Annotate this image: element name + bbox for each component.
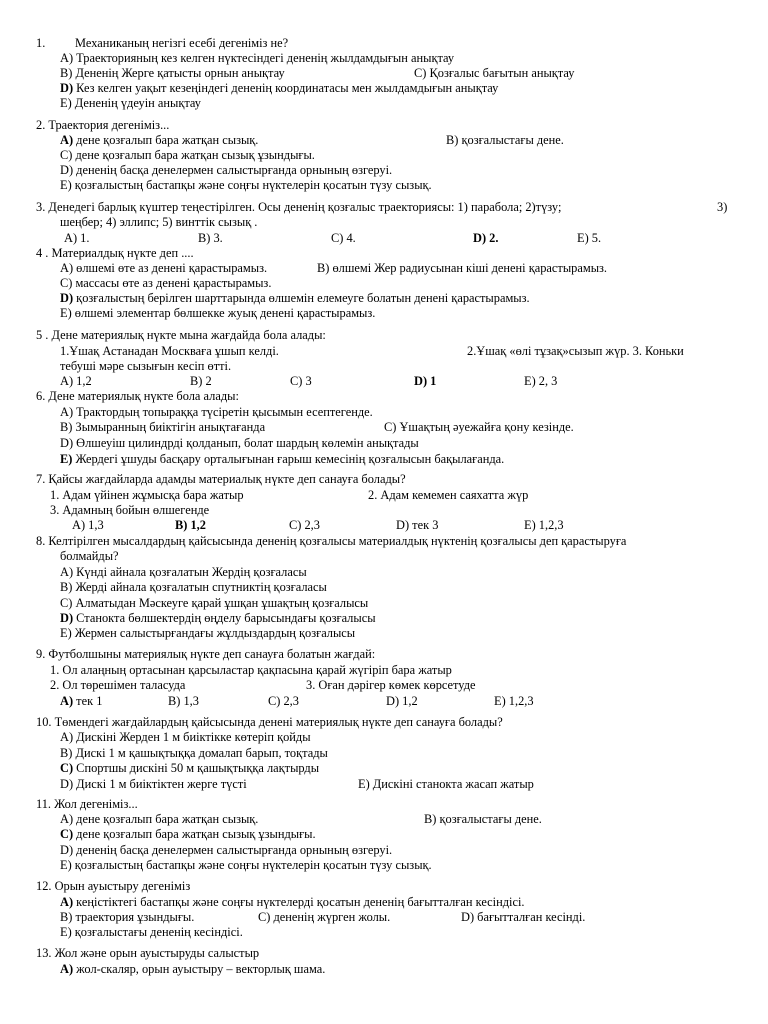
q9-statement-3: 3. Оған дәрігер көмек көрсетуде — [306, 678, 476, 692]
q6-answer-marker: E) — [60, 452, 73, 466]
q11-option-a: A) дене қозғалып бара жатқан сызық. — [60, 812, 259, 826]
q6-option-b: B) Зымыранның биіктігін анықтағанда — [60, 420, 266, 434]
q8-line2: болмайды? — [60, 549, 119, 563]
q1-option-b: B) Дененің Жерге қатысты орнын анықтау — [60, 66, 285, 80]
q10-option-b: B) Дискі 1 м қашықтыққа домалап барып, тоқтады — [60, 746, 328, 760]
q10-option-a: A) Дискіні Жерден 1 м биіктікке көтеріп қойды — [60, 730, 311, 744]
q2-title: 2. Траектория дегеніміз... — [36, 118, 170, 132]
q7-option-a: A) 1,3 — [72, 518, 104, 532]
q4-option-b: B) өлшемі Жер радиусынан кіші денені қарастырамыз. — [317, 261, 608, 275]
q11-option-d: D) дененің басқа денелермен салыстырғанда орнының өзгеруі. — [60, 843, 393, 857]
q1-title: Механиканың негізгі есебі дегеніміз не? — [75, 36, 289, 50]
q1-option-e: E) Дененің үдеуін анықтау — [60, 96, 201, 110]
q9-title: 9. Футболшыны материялық нүкте деп санауға болатын жағдай: — [36, 647, 376, 661]
q1-number: 1. — [36, 36, 46, 50]
q10-answer-marker: C) — [60, 761, 74, 775]
q9-option-b: B) 1,3 — [168, 694, 199, 708]
q12-option-c: C) дененің жүрген жолы. — [258, 910, 391, 924]
q7-title: 7. Қайсы жағдайларда адамды материалық нүкте деп санауға болады? — [36, 472, 406, 486]
q5-statement-1: 1.Ұшақ Астанадан Москваға ұшып келді. — [60, 344, 279, 358]
q1-option-a: A) Траекторияның кез келген нүктесіндегі дененің жылдамдығын анықтау — [60, 51, 455, 65]
q1-answer-marker: D) — [60, 81, 74, 95]
q5-statement-2-3: 2.Ұшақ «өлі тұзақ»сызып жүр. 3. Коньки — [467, 344, 684, 358]
q10-option-e: E) Дискіні станокта жасап жатыр — [358, 777, 534, 791]
q5-option-a: A) 1,2 — [60, 374, 92, 388]
q3-line1-end: 3) — [717, 200, 728, 214]
q3-option-c: C) 4. — [331, 231, 356, 245]
q4-title: 4 . Материалдық нүкте деп .... — [36, 246, 194, 260]
q7-statement-3: 3. Адамның бойын өлшегенде — [50, 503, 210, 517]
q8-option-b: B) Жерді айнала қозғалатын спутниктің қозғаласы — [60, 580, 327, 594]
q2-answer-marker: A) — [60, 133, 74, 147]
q5-option-d: D) 1 — [414, 374, 437, 388]
q13-option-a — [60, 962, 325, 976]
q10-option-c — [60, 761, 319, 775]
q6-option-d: D) Өлшеуіш цилиндрді қолданып, болат шардың көлемін анықтады — [60, 436, 419, 450]
q11-option-b: B) қозғалыстағы дене. — [424, 812, 542, 826]
q6-option-a: A) Трактордың топыраққа түсіретін қысымын есептегенде. — [60, 405, 373, 419]
q3-option-a: A) 1. — [64, 231, 90, 245]
q5-option-e: E) 2, 3 — [524, 374, 558, 388]
q11-answer-marker: C) — [60, 827, 74, 841]
q10-option-c-text: Спортшы дискіні 50 м қашықтыққа лақтырды — [73, 761, 320, 775]
q6-option-c: C) Ұшақтың әуежайға қону кезінде. — [384, 420, 574, 434]
q7-statement-1: 1. Адам үйінен жұмысқа бара жатыр — [50, 488, 244, 502]
q6-option-e — [60, 452, 504, 466]
q9-statement-1: 1. Ол алаңның ортасынан қарсыластар қақпасына қарай жүгіріп бара жатыр — [50, 663, 452, 677]
q2-option-a — [60, 133, 258, 147]
q3-option-d: D) 2. — [473, 231, 499, 245]
q1-option-d-text: Кез келген уақыт кезеңіндегі дененің координатасы мен жылдамдығын анықтау — [73, 81, 499, 95]
q4-answer-marker: D) — [60, 291, 74, 305]
q10-option-d: D) Дискі 1 м биіктіктен жерге түсті — [60, 777, 247, 791]
q8-option-d-text: Станокта бөлшектердің өңделу барысындағы қозғалысы — [73, 611, 376, 625]
q7-option-e: E) 1,2,3 — [524, 518, 564, 532]
q1-option-d — [60, 81, 498, 95]
q6-option-e-text: Жердегі ұшуды басқару орталығынан ғарыш кемесінің қозғалысын бақылағанда. — [72, 452, 505, 466]
q8-option-d — [60, 611, 376, 625]
q8-line1: 8. Келтірілген мысалдардың қайсысында дененің қозғалысы материалдық нүктенің қозғалысы деп қарастыруға — [36, 534, 627, 548]
q9-option-e: E) 1,2,3 — [494, 694, 534, 708]
q9-answer-marker: A) — [60, 694, 74, 708]
q5-option-c: C) 3 — [290, 374, 312, 388]
q4-option-d — [60, 291, 530, 305]
q3-option-b: B) 3. — [198, 231, 223, 245]
q11-option-c — [60, 827, 316, 841]
q12-option-b: B) траектория ұзындығы. — [60, 910, 195, 924]
q5-option-b: B) 2 — [190, 374, 212, 388]
q8-answer-marker: D) — [60, 611, 74, 625]
q4-option-e: E) өлшемі элементар бөлшекке жуық денені қарастырамыз. — [60, 306, 376, 320]
q3-line2: шеңбер; 4) эллипс; 5) винттік сызық . — [60, 215, 258, 229]
q13-title: 13. Жол және орын ауыстыруды салыстыр — [36, 946, 260, 960]
q13-answer-marker: A) — [60, 962, 74, 976]
q13-option-a-text: жол-скаляр, орын ауыстыру – векторлық шама. — [73, 962, 326, 976]
q8-option-a: A) Күнді айнала қозғалатын Жердің қозғаласы — [60, 565, 307, 579]
q11-option-c-text: дене қозғалып бара жатқан сызық ұзындығы. — [73, 827, 316, 841]
q3-option-e: E) 5. — [577, 231, 602, 245]
q12-option-a — [60, 895, 525, 909]
q12-title: 12. Орын ауыстыру дегеніміз — [36, 879, 191, 893]
q9-option-a-text: тек 1 — [73, 694, 103, 708]
q4-option-c: C) массасы өте аз денені қарастырамыз. — [60, 276, 272, 290]
q8-option-c: C) Алматыдан Мәскеуге қарай ұшқан ұшақтың қозғалысы — [60, 596, 369, 610]
q3-line1: 3. Денедегі барлық күштер теңестірілген. Осы дененің қозғалыс траекториясы: 1) парабола; 2)түзу; — [36, 200, 562, 214]
q9-option-d: D) 1,2 — [386, 694, 418, 708]
q5-title: 5 . Дене материялық нүкте мына жағдайда бола алады: — [36, 328, 326, 342]
q7-option-b: B) 1,2 — [175, 518, 206, 532]
q1-option-c: C) Қозғалыс бағытын анықтау — [414, 66, 575, 80]
q2-option-a-text: дене қозғалып бара жатқан сызық. — [73, 133, 259, 147]
q11-title: 11. Жол дегеніміз... — [36, 797, 138, 811]
q9-option-a — [60, 694, 102, 708]
q12-option-d: D) бағытталған кесінді. — [461, 910, 586, 924]
q5-statement-3-cont: тебуші мәре сызығын кесіп өтті. — [60, 359, 232, 373]
q7-statement-2: 2. Адам кемемен саяхатта жүр — [368, 488, 529, 502]
q9-statement-2: 2. Ол төрешімен таласуда — [50, 678, 186, 692]
q4-option-d-text: қозғалыстың берілген шарттарында өлшемін елемеуге болатын денені қарастырамыз. — [73, 291, 530, 305]
q7-option-c: C) 2,3 — [289, 518, 320, 532]
q2-option-d: D) дененің басқа денелермен салыстырғанда орнының өзгеруі. — [60, 163, 393, 177]
q6-title: 6. Дене материялық нүкте бола алады: — [36, 389, 239, 403]
q9-option-c: C) 2,3 — [268, 694, 299, 708]
q4-option-a: A) өлшемі өте аз денені қарастырамыз. — [60, 261, 268, 275]
q12-option-a-text: кеңістіктегі бастапқы және соңғы нүктелерді қосатын дененің бағытталған кесіндісі. — [73, 895, 525, 909]
q11-option-e: E) қозғалыстың бастапқы және соңғы нүктелерін қосатын түзу сызық. — [60, 858, 432, 872]
q2-option-e: E) қозғалыстың бастапқы және соңғы нүктелерін қосатын түзу сызық. — [60, 178, 432, 192]
q12-option-e: E) қозғалыстағы дененің кесіндісі. — [60, 925, 243, 939]
q7-option-d: D) тек 3 — [396, 518, 439, 532]
q8-option-e: E) Жермен салыстырғандағы жұлдыздардың қозғалысы — [60, 626, 356, 640]
q2-option-b: B) қозғалыстағы дене. — [446, 133, 564, 147]
q10-title: 10. Төмендегі жағдайлардың қайсысында денені материялық нүкте деп санауға болады? — [36, 715, 503, 729]
q2-option-c: C) дене қозғалып бара жатқан сызық ұзындығы. — [60, 148, 315, 162]
q12-answer-marker: A) — [60, 895, 74, 909]
